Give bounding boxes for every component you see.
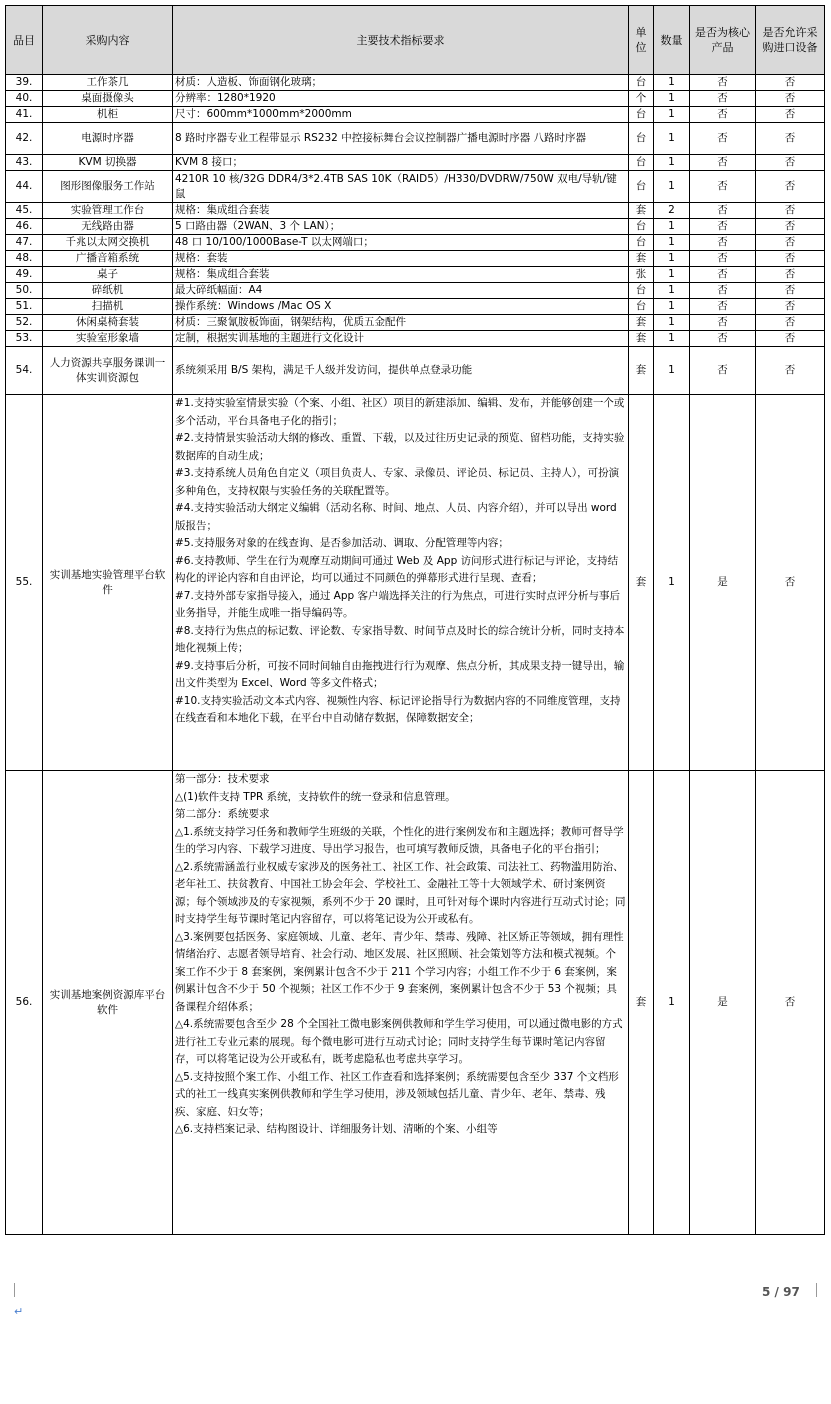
item-qty: 1 xyxy=(654,235,690,251)
spec-line: △4.系统需要包含至少 28 个全国社工微电影案例供教师和学生学习使用，可以通过微电影的方式进行社工专业元素的展现。每个微电影可进行互动式讨论；同时支持学生每节课时笔记内容留存，可以将笔记设为公开或私有，既考虑隐私也考虑共享学习。 xyxy=(175,1018,623,1065)
item-import: 否 xyxy=(756,251,825,267)
table-row xyxy=(6,251,825,267)
page-corner-mark-left xyxy=(0,1283,15,1297)
item-unit: 台 xyxy=(629,235,654,251)
item-spec: 分辨率：1280*1920 xyxy=(173,91,629,107)
row-number: 42. xyxy=(6,123,43,155)
item-core: 否 xyxy=(690,315,756,331)
spec-line: #9.支持事后分析，可按不同时间轴自由拖拽进行行为观摩、焦点分析，其成果支持一键导出，输出文件类型为 Excel、Word 等多文件格式； xyxy=(175,659,625,689)
item-name: 千兆以太网交换机 xyxy=(43,235,173,251)
item-unit: 台 xyxy=(629,171,654,203)
table-row xyxy=(6,235,825,251)
item-name: 扫描机 xyxy=(43,299,173,315)
table-row xyxy=(6,123,825,155)
item-spec xyxy=(173,771,629,1235)
spec-line: #2.支持情景实验活动大纲的修改、重置、下载，以及过往历史记录的预览、留档功能，支持实验数据库的自动生成； xyxy=(175,432,625,462)
item-spec xyxy=(173,395,629,771)
spec-line: △3.案例要包括医务、家庭领域、儿童、老年、青少年、禁毒、残障、社区矫正等领域，拥有理性情绪治疗、志愿者领导培育、社会行动、地区发展、社区照顾、社会策划等方法和模式视频。个案工作不少于 8 套案例，案例累计包含不少于 211 个学习内容；小组工作不少于 6 套案例，案例累计包含不少于 50 个视频；社区工作不少于 9 套案例，案例累计包含不少于 53 个视频；具备课程介绍体系； xyxy=(175,930,624,1013)
item-unit: 台 xyxy=(629,299,654,315)
item-spec: 尺寸：600mm*1000mm*2000mm xyxy=(173,107,629,123)
spec-line: #7.支持外部专家指导接入，通过 App 客户端选择关注的行为焦点，可进行实时点评分析与事后业务指导，并能生成唯一指导编码等。 xyxy=(175,589,621,619)
item-qty: 1 xyxy=(654,219,690,235)
item-spec: 4210R 10 核/32G DDR4/3*2.4TB SAS 10K（RAID5）/H330/DVDRW/750W 双电/导轨/键鼠 xyxy=(173,171,629,203)
item-qty: 1 xyxy=(654,347,690,395)
header-content: 采购内容 xyxy=(43,6,173,75)
row-number: 47. xyxy=(6,235,43,251)
item-core: 否 xyxy=(690,251,756,267)
item-import: 否 xyxy=(756,235,825,251)
spec-line: △(1)软件支持 TPR 系统，支持软件的统一登录和信息管理。 xyxy=(175,790,456,803)
item-import: 否 xyxy=(756,347,825,395)
row-number: 49. xyxy=(6,267,43,283)
item-import: 否 xyxy=(756,395,825,771)
table-row xyxy=(6,299,825,315)
item-unit: 套 xyxy=(629,331,654,347)
item-spec: 48 口 10/100/1000Base-T 以太网端口； xyxy=(173,235,629,251)
item-import: 否 xyxy=(756,219,825,235)
item-import: 否 xyxy=(756,331,825,347)
table-row xyxy=(6,75,825,91)
item-import: 否 xyxy=(756,171,825,203)
item-name: 休闲桌椅套装 xyxy=(43,315,173,331)
row-number: 51. xyxy=(6,299,43,315)
item-qty: 1 xyxy=(654,395,690,771)
row-number: 55. xyxy=(6,395,43,771)
spec-line: △2.系统需涵盖行业权威专家涉及的医务社工、社区工作、社会政策、司法社工、药物滥用防治、老年社工、扶贫教育、中国社工协会年会、学校社工、金融社工等十大领域学术、研讨案例资源；每个领域涉及的专家视频，系列不少于 20 课时，且可针对每个课时内容进行互动式讨论；同时支持学生每节课时笔记内容留存，可以将笔记设为公开或私有。 xyxy=(175,860,626,925)
item-qty: 1 xyxy=(654,75,690,91)
table-row xyxy=(6,171,825,203)
table-row xyxy=(6,771,825,1235)
item-name: 无线路由器 xyxy=(43,219,173,235)
row-number: 41. xyxy=(6,107,43,123)
spec-line: 第二部分：系统要求 xyxy=(175,808,270,820)
item-core: 否 xyxy=(690,155,756,171)
item-core: 否 xyxy=(690,267,756,283)
item-import: 否 xyxy=(756,91,825,107)
item-unit: 台 xyxy=(629,123,654,155)
spec-line: #3.支持系统人员角色自定义（项目负责人、专家、录像员、评论员、标记员、主持人），可扮演多种角色，支持权限与实验任务的关联配置等。 xyxy=(175,467,620,497)
item-spec: 8 路时序器专业工程带显示 RS232 中控接标舞台会议控制器广播电源时序器 八路时序器 xyxy=(173,123,629,155)
row-number: 45. xyxy=(6,203,43,219)
item-spec: 定制，根据实训基地的主题进行文化设计 xyxy=(173,331,629,347)
page-number: 5 / 97 xyxy=(762,1285,800,1299)
item-import: 否 xyxy=(756,123,825,155)
item-core: 否 xyxy=(690,171,756,203)
header-unit: 单位 xyxy=(629,6,654,75)
item-import: 否 xyxy=(756,283,825,299)
spec-line: #10.支持实验活动文本式内容、视频性内容、标记评论指导行为数据内容的不同维度管理，支持在线查看和本地化下载，在平台中自动储存数据，保障数据安全； xyxy=(175,694,621,724)
item-name: 实验室形象墙 xyxy=(43,331,173,347)
table-row xyxy=(6,315,825,331)
item-name: 图形图像服务工作站 xyxy=(43,171,173,203)
table-row xyxy=(6,203,825,219)
table-row xyxy=(6,155,825,171)
item-core: 否 xyxy=(690,219,756,235)
item-spec: 系统须采用 B/S 架构，满足千人级并发访问，提供单点登录功能 xyxy=(173,347,629,395)
item-qty: 1 xyxy=(654,315,690,331)
item-unit: 套 xyxy=(629,395,654,771)
item-name: 电源时序器 xyxy=(43,123,173,155)
item-core: 是 xyxy=(690,395,756,771)
item-unit: 套 xyxy=(629,347,654,395)
spec-line: #4.支持实验活动大纲定义编辑（活动名称、时间、地点、人员、内容介绍），并可以导出 word 版报告； xyxy=(175,502,617,532)
item-name: 实训基地实验管理平台软件 xyxy=(43,395,173,771)
item-core: 否 xyxy=(690,123,756,155)
item-spec: 5 口路由器（2WAN、3 个 LAN）； xyxy=(173,219,629,235)
table-row xyxy=(6,283,825,299)
table-row xyxy=(6,107,825,123)
table-row xyxy=(6,395,825,771)
table-row xyxy=(6,331,825,347)
item-import: 否 xyxy=(756,315,825,331)
item-import: 否 xyxy=(756,75,825,91)
item-qty: 1 xyxy=(654,299,690,315)
item-unit: 套 xyxy=(629,203,654,219)
row-number: 48. xyxy=(6,251,43,267)
header-spec: 主要技术指标要求 xyxy=(173,6,629,75)
row-number: 46. xyxy=(6,219,43,235)
item-qty: 1 xyxy=(654,91,690,107)
item-spec: 规格：集成组合套装 xyxy=(173,203,629,219)
item-qty: 1 xyxy=(654,267,690,283)
row-number: 54. xyxy=(6,347,43,395)
item-qty: 1 xyxy=(654,107,690,123)
item-spec: 材质：人造板、饰面钢化玻璃； xyxy=(173,75,629,91)
item-import: 否 xyxy=(756,107,825,123)
item-name: 桌子 xyxy=(43,267,173,283)
item-core: 否 xyxy=(690,107,756,123)
item-unit: 个 xyxy=(629,91,654,107)
item-core: 否 xyxy=(690,283,756,299)
item-unit: 台 xyxy=(629,155,654,171)
row-number: 50. xyxy=(6,283,43,299)
header-qty: 数量 xyxy=(654,6,690,75)
header-core: 是否为核心产品 xyxy=(690,6,756,75)
table-row xyxy=(6,91,825,107)
item-import: 否 xyxy=(756,155,825,171)
table-row xyxy=(6,267,825,283)
item-core: 否 xyxy=(690,91,756,107)
spec-line: #6.支持教师、学生在行为观摩互动期间可通过 Web 及 App 访问形式进行标记与评论，支持结构化的评论内容和自由评论，均可以通过不同颜色的弹幕形式进行呈现、查看； xyxy=(175,554,619,584)
item-import: 否 xyxy=(756,771,825,1235)
item-qty: 1 xyxy=(654,251,690,267)
item-spec: 操作系统：Windows /Mac OS X xyxy=(173,299,629,315)
item-unit: 台 xyxy=(629,283,654,299)
item-name: 工作茶几 xyxy=(43,75,173,91)
item-spec: KVM 8 接口； xyxy=(173,155,629,171)
item-unit: 台 xyxy=(629,75,654,91)
row-number: 52. xyxy=(6,315,43,331)
item-core: 否 xyxy=(690,299,756,315)
item-qty: 2 xyxy=(654,203,690,219)
table-row xyxy=(6,347,825,395)
row-number: 44. xyxy=(6,171,43,203)
item-name: 人力资源共享服务课训一体实训资源包 xyxy=(43,347,173,395)
spec-line: △1.系统支持学习任务和教师学生班级的关联，个性化的进行案例发布和主题选择；教师可督导学生的学习内容、下载学习进度、导出学习报告，也可填写教师反馈，具备电子化的平台指引； xyxy=(175,825,624,855)
item-unit: 台 xyxy=(629,219,654,235)
row-number: 39. xyxy=(6,75,43,91)
spec-line: #5.支持服务对象的在线查询、是否参加活动、调取、分配管理等内容； xyxy=(175,537,509,549)
item-qty: 1 xyxy=(654,155,690,171)
item-qty: 1 xyxy=(654,171,690,203)
item-qty: 1 xyxy=(654,283,690,299)
spec-line: 第一部分：技术要求 xyxy=(175,773,270,785)
header-import: 是否允许采购进口设备 xyxy=(756,6,825,75)
item-name: 桌面摄像头 xyxy=(43,91,173,107)
item-spec: 最大碎纸幅面：A4 xyxy=(173,283,629,299)
row-number: 56. xyxy=(6,771,43,1235)
table-row xyxy=(6,219,825,235)
item-spec: 规格：集成组合套装 xyxy=(173,267,629,283)
item-import: 否 xyxy=(756,203,825,219)
item-unit: 套 xyxy=(629,251,654,267)
page-corner-mark-right xyxy=(816,1283,831,1297)
item-name: 实验管理工作台 xyxy=(43,203,173,219)
item-core: 否 xyxy=(690,347,756,395)
item-name: 机柜 xyxy=(43,107,173,123)
item-core: 否 xyxy=(690,75,756,91)
item-core: 否 xyxy=(690,235,756,251)
item-unit: 套 xyxy=(629,315,654,331)
item-core: 否 xyxy=(690,331,756,347)
item-spec: 材质：三聚氰胺板饰面，钢架结构，优质五金配件 xyxy=(173,315,629,331)
item-name: 实训基地案例资源库平台软件 xyxy=(43,771,173,1235)
item-import: 否 xyxy=(756,299,825,315)
item-import: 否 xyxy=(756,267,825,283)
item-name: KVM 切换器 xyxy=(43,155,173,171)
header-item-no: 品目 xyxy=(6,6,43,75)
item-qty: 1 xyxy=(654,331,690,347)
item-qty: 1 xyxy=(654,771,690,1235)
item-unit: 台 xyxy=(629,107,654,123)
spec-line: △5.支持按照个案工作、小组工作、社区工作查看和选择案例；系统需要包含至少 337 个文档形式的社工一线真实案例供教师和学生学习使用，涉及领域包括儿童、青少年、老年、禁毒、残疾、家庭、妇女等； xyxy=(175,1070,619,1118)
item-unit: 张 xyxy=(629,267,654,283)
item-core: 是 xyxy=(690,771,756,1235)
item-name: 碎纸机 xyxy=(43,283,173,299)
spec-line: #1.支持实验室情景实验（个案、小组、社区）项目的新建添加、编辑、发布，并能够创建一个或多个活动，平台具备电子化的指引； xyxy=(175,397,625,427)
item-spec: 规格：套装 xyxy=(173,251,629,267)
procurement-table xyxy=(5,5,825,1235)
row-number: 40. xyxy=(6,91,43,107)
item-qty: 1 xyxy=(654,123,690,155)
row-number: 43. xyxy=(6,155,43,171)
item-name: 广播音箱系统 xyxy=(43,251,173,267)
paragraph-mark-icon: ↵ xyxy=(14,1305,24,1318)
item-core: 否 xyxy=(690,203,756,219)
row-number: 53. xyxy=(6,331,43,347)
table-header-row xyxy=(6,6,825,75)
spec-line: #8.支持行为焦点的标记数、评论数、专家指导数、时间节点及时长的综合统计分析，同时支持本地化视频上传； xyxy=(175,624,625,654)
spec-line: △6.支持档案记录、结构图设计、详细服务计划、清晰的个案、小组等 xyxy=(175,1123,498,1135)
item-unit: 套 xyxy=(629,771,654,1235)
